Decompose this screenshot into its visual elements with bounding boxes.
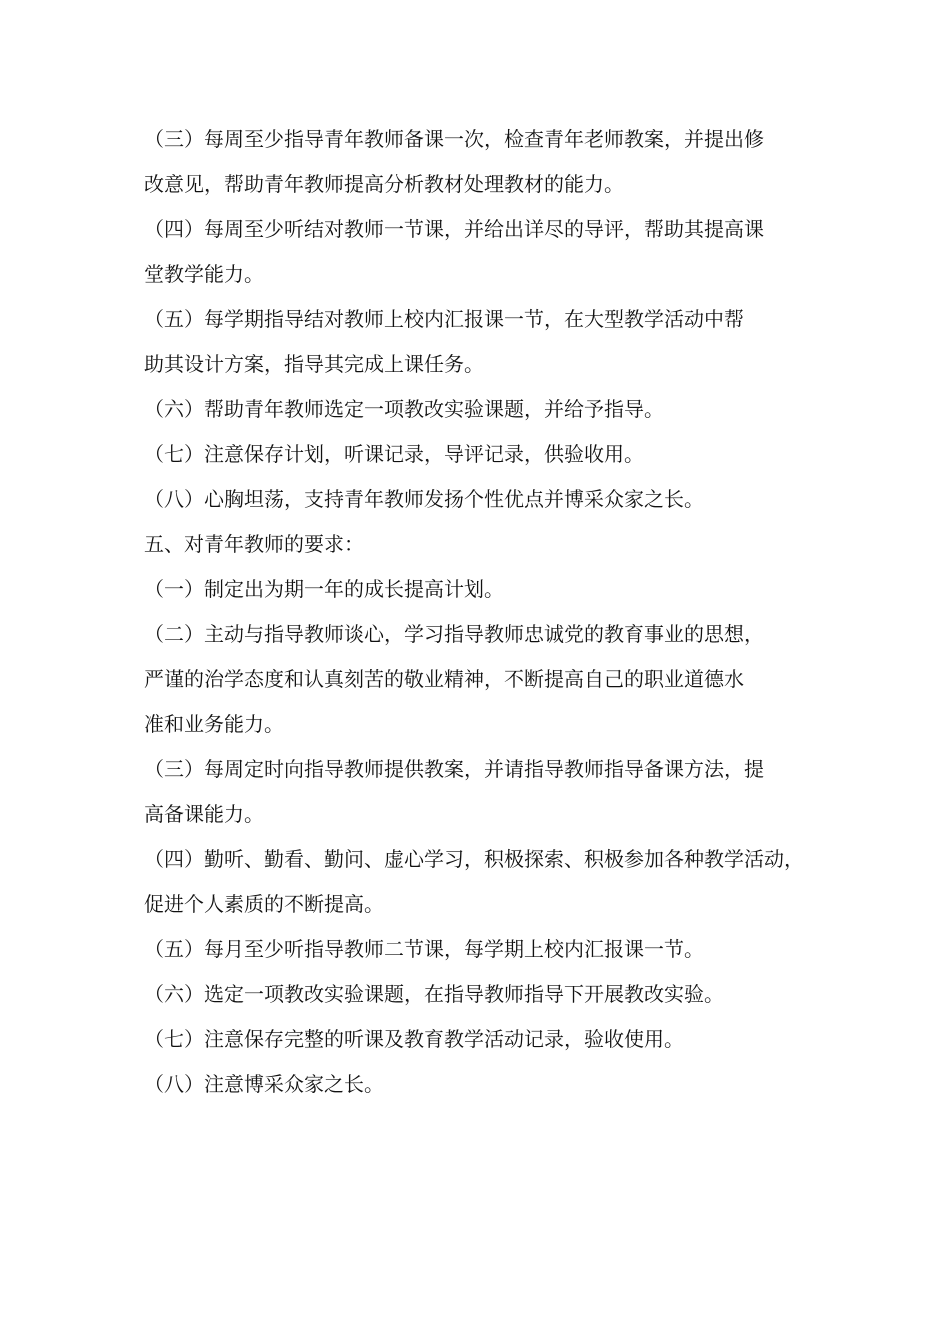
text-line: （四）勤听、勤看、勤问、虚心学习，积极探索、积极参加各种教学活动， (144, 847, 804, 871)
text-line: （三）每周至少指导青年教师备课一次，检查青年老师教案，并提出修 (144, 127, 764, 151)
text-line: （四）每周至少听结对教师一节课，并给出详尽的导评，帮助其提高课 (144, 217, 764, 241)
text-line: （七）注意保存完整的听课及教育教学活动记录，验收使用。 (144, 1027, 684, 1051)
text-line: 改意见，帮助青年教师提高分析教材处理教材的能力。 (144, 172, 624, 196)
text-line: 严谨的治学态度和认真刻苦的敬业精神，不断提高自己的职业道德水 (144, 667, 744, 691)
text-line: （五）每学期指导结对教师上校内汇报课一节，在大型教学活动中帮 (144, 307, 744, 331)
text-line: （八）注意博采众家之长。 (144, 1072, 384, 1096)
document-body (144, 117, 834, 1107)
text-line: 促进个人素质的不断提高。 (144, 892, 384, 916)
text-line: （五）每月至少听指导教师二节课，每学期上校内汇报课一节。 (144, 937, 704, 961)
text-line: （六）选定一项教改实验课题，在指导教师指导下开展教改实验。 (144, 982, 724, 1006)
text-line: （二）主动与指导教师谈心，学习指导教师忠诚党的教育事业的思想， (144, 622, 764, 646)
text-line: （七）注意保存计划，听课记录，导评记录，供验收用。 (144, 442, 644, 466)
text-line: （六）帮助青年教师选定一项教改实验课题，并给予指导。 (144, 397, 664, 421)
text-line: 堂教学能力。 (144, 262, 264, 286)
text-line: 准和业务能力。 (144, 712, 284, 736)
text-line: （一）制定出为期一年的成长提高计划。 (144, 577, 504, 601)
text-line: 助其设计方案，指导其完成上课任务。 (144, 352, 484, 376)
text-line: （八）心胸坦荡，支持青年教师发扬个性优点并博采众家之长。 (144, 487, 704, 511)
text-line: 高备课能力。 (144, 802, 264, 826)
section-heading: 五、对青年教师的要求： (144, 532, 364, 556)
text-line: （三）每周定时向指导教师提供教案，并请指导教师指导备课方法，提 (144, 757, 764, 781)
